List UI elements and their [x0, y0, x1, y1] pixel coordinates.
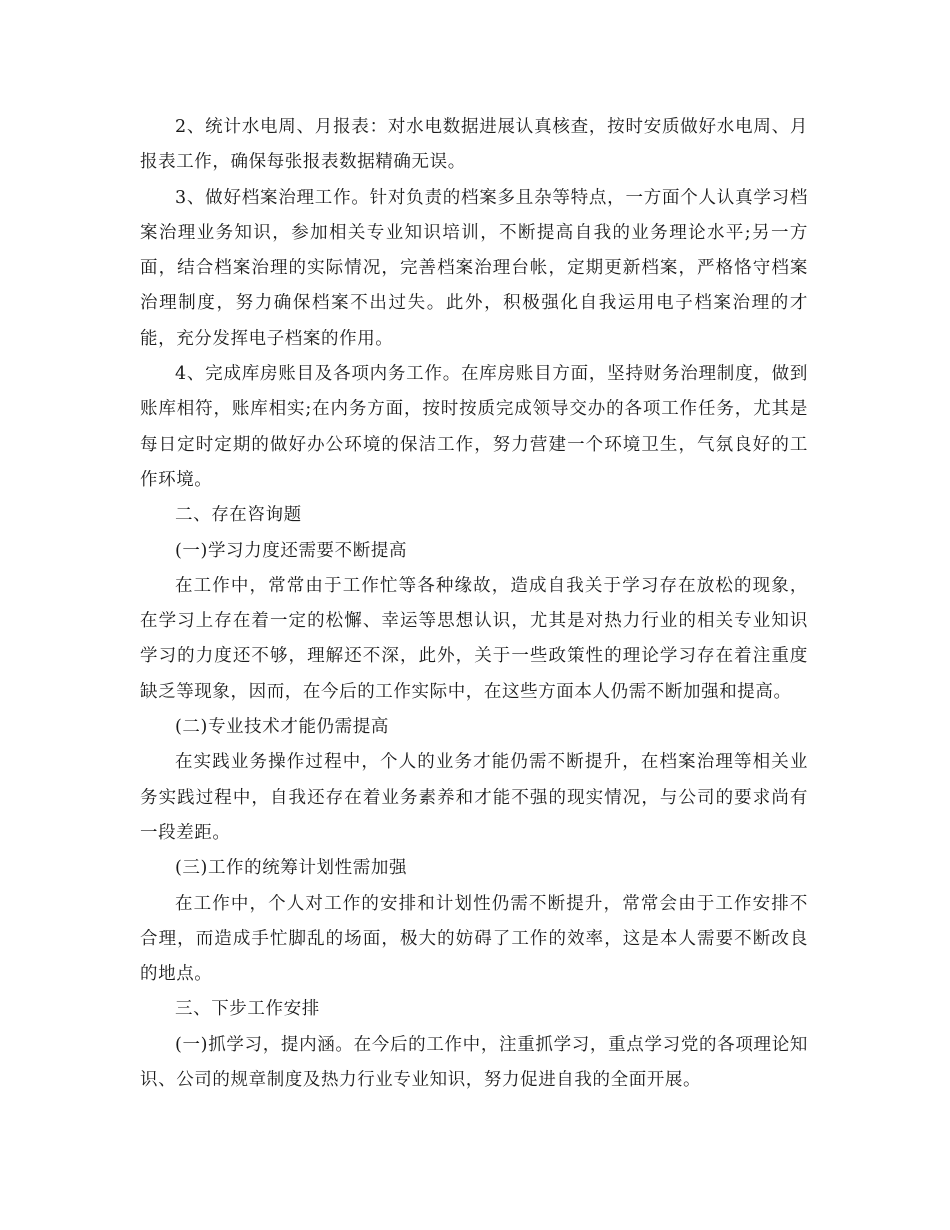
- section-heading-next-steps: 三、下步工作安排: [175, 999, 320, 1020]
- paragraph-utility-reports: 2、统计水电周、月报表：对水电数据进展认真核查，按时安质做好水电周、月报表工作，确保每张报表数据精确无误。: [140, 117, 808, 173]
- subheading-study-effort: (一)学习力度还需要不断提高: [175, 540, 408, 561]
- paragraph-work-planning: 在工作中，个人对工作的安排和计划性仍需不断提升，常常会由于工作安排不合理，而造成手忙脚乱的场面，极大的妨碍了工作的效率，这是本人需要不断改良的地点。: [140, 893, 808, 985]
- subheading-work-planning: (三)工作的统筹计划性需加强: [175, 858, 408, 879]
- section-heading-problems: 二、存在咨询题: [175, 505, 302, 526]
- paragraph-warehouse-accounts: 4、完成库房账目及各项内务工作。在库房账目方面，坚持财务治理制度，做到账库相符，账库相实;在内务方面，按时按质完成领导交办的各项工作任务，尤其是每日定时定期的做好办公环境的保洁工作，努力营建一个环境卫生，气氛良好的工作环境。: [140, 364, 808, 490]
- paragraph-archive-management: 3、做好档案治理工作。针对负责的档案多且杂等特点，一方面个人认真学习档案治理业务知识，参加相关专业知识培训，不断提高自我的业务理论水平;另一方面，结合档案治理的实际情况，完善档案治理台帐，定期更新档案，严格恪守档案治理制度，努力确保档案不出过失。此外，积极强化自我运用电子档案治理的才能，充分发挥电子档案的作用。: [140, 187, 808, 349]
- paragraph-learning: (一)抓学习，提内涵。在今后的工作中，注重抓学习，重点学习党的各项理论知识、公司的规章制度及热力行业专业知识，努力促进自我的全面开展。: [140, 1034, 808, 1091]
- subheading-professional-skills: (二)专业技术才能仍需提高: [175, 717, 389, 738]
- paragraph-professional-skills: 在实践业务操作过程中，个人的业务才能仍需不断提升，在档案治理等相关业务实践过程中，自我还存在着业务素养和才能不强的现实情况，与公司的要求尚有一段差距。: [140, 752, 808, 843]
- paragraph-study-effort: 在工作中，常常由于工作忙等各种缘故，造成自我关于学习存在放松的现象，在学习上存在着一定的松懈、幸运等思想认识，尤其是对热力行业的相关专业知识学习的力度还不够，理解还不深，此外，关于一些政策性的理论学习存在着注重度缺乏等现象，因而，在今后的工作实际中，在这些方面本人仍需不断加强和提高。: [140, 575, 808, 702]
- document-body: [140, 110, 808, 1098]
